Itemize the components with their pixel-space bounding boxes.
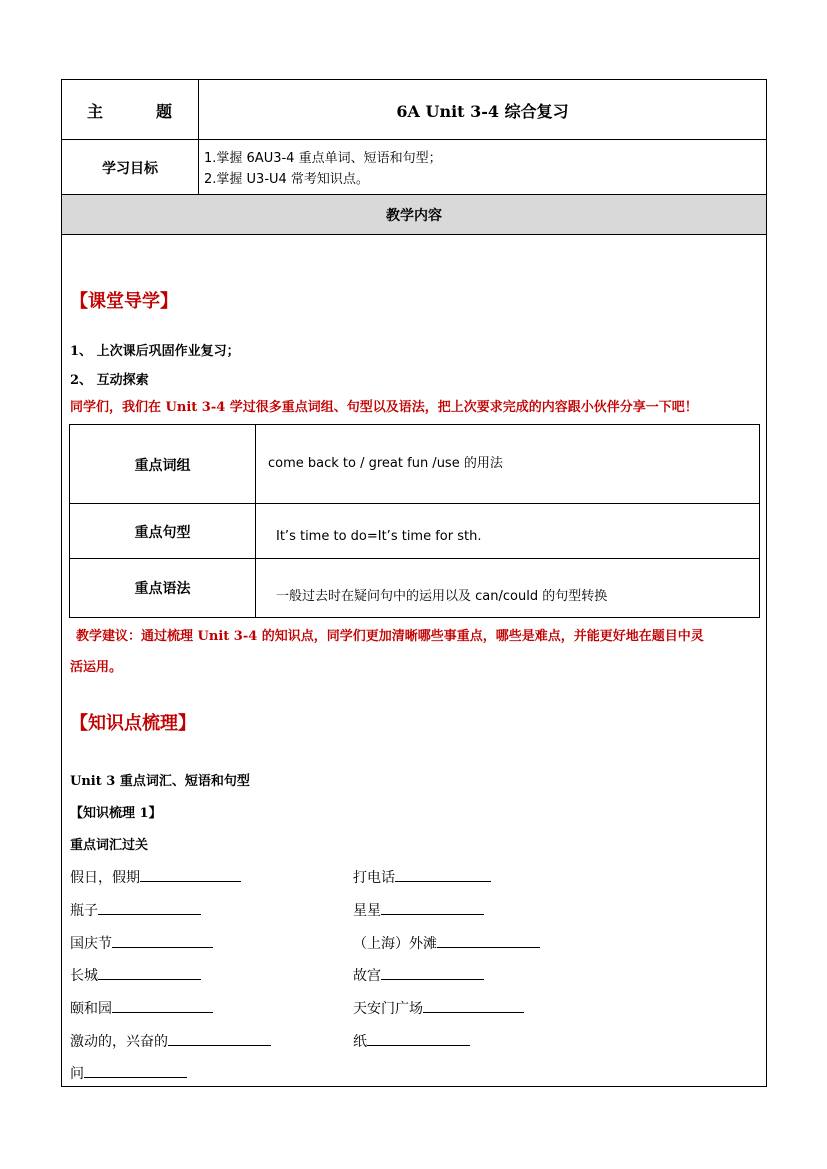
vocab-word: 问: [70, 1066, 84, 1082]
vocab-item: [70, 900, 201, 920]
guide-prompt: 同学们，我们在 Unit 3-4 学过很多重点词组、句型以及语法，把上次要求完成的内容跟小伙伴分享一下吧！: [70, 400, 698, 415]
vocab-word: 星星: [353, 903, 381, 919]
lesson-plan-table: [61, 79, 767, 1087]
teaching-suggestion-line1: 教学建议：通过梳理 Unit 3-4 的知识点，同学们更加清晰哪些事重点，哪些是难点，并能更好地在题目中灵: [76, 629, 704, 644]
unit3-subtitle: Unit 3 重点词汇、短语和句型: [70, 774, 250, 789]
goal-item: 1.掌握 6AU3-4 重点单词、短语和句型；: [204, 151, 442, 166]
section-title-knowledge: 【知识点梳理】: [70, 713, 196, 734]
vocab-word: 天安门广场: [353, 1001, 423, 1017]
topic-value: 6A Unit 3-4 综合复习: [396, 101, 569, 121]
vocab-item: [353, 1031, 470, 1051]
goal-item: 2.掌握 U3-U4 常考知识点。: [204, 172, 369, 187]
vocab-item: [70, 998, 213, 1018]
vocab-word: 国庆节: [70, 936, 112, 952]
vocab-word: 假日，假期: [70, 870, 140, 886]
teaching-suggestion-line2: 活运用。: [70, 660, 123, 675]
knowledge-sort-label: 【知识梳理 1】: [70, 806, 162, 821]
vocab-item: [353, 998, 524, 1018]
key-points-table: [69, 424, 760, 618]
vocab-item: [70, 1031, 271, 1051]
answer-blank[interactable]: [381, 901, 484, 915]
answer-blank[interactable]: [437, 934, 540, 948]
goals-label: 学习目标: [102, 160, 158, 177]
vocab-word: 长城: [70, 968, 98, 984]
vocab-item: [353, 867, 491, 887]
answer-blank[interactable]: [112, 934, 213, 948]
answer-blank[interactable]: [395, 868, 491, 882]
key-sentences-label: 重点句型: [134, 524, 191, 541]
answer-blank[interactable]: [98, 901, 201, 915]
vocab-item: [70, 965, 201, 985]
key-grammar-label: 重点语法: [134, 581, 191, 597]
topic-label: [62, 80, 198, 140]
table-divider: [255, 425, 256, 617]
vocab-word: 故宫: [353, 968, 381, 984]
topic-label-char1: 主: [86, 101, 104, 121]
vocab-item: [353, 933, 540, 953]
section-title-guide: 【课堂导学】: [70, 291, 178, 312]
vocab-word: 纸: [353, 1034, 367, 1050]
key-phrases-value: come back to / great fun /use 的用法: [268, 456, 503, 471]
vocab-word: 瓶子: [70, 903, 98, 919]
vocab-word: 激动的，兴奋的: [70, 1034, 168, 1050]
key-grammar-value: 一般过去时在疑问句中的运用以及 can/could 的句型转换: [276, 589, 608, 604]
answer-blank[interactable]: [84, 1064, 187, 1078]
goals-list: [204, 148, 442, 190]
key-phrases-label: 重点词组: [134, 457, 191, 474]
vocab-item: [353, 965, 484, 985]
vocab-item: [70, 867, 241, 887]
answer-blank[interactable]: [381, 966, 484, 980]
vocab-item: [353, 900, 484, 920]
answer-blank[interactable]: [367, 1032, 470, 1046]
vocab-heading: 重点词汇过关: [70, 838, 149, 853]
topic-label-char2: 题: [156, 101, 174, 121]
guide-item-1: 1、 上次课后巩固作业复习；: [70, 344, 240, 359]
answer-blank[interactable]: [112, 999, 213, 1013]
answer-blank[interactable]: [140, 868, 241, 882]
answer-blank[interactable]: [423, 999, 524, 1013]
vocab-word: 颐和园: [70, 1001, 112, 1017]
vocab-word: 打电话: [353, 870, 395, 886]
vocab-item: [70, 1063, 187, 1083]
answer-blank[interactable]: [98, 966, 201, 980]
vocab-word: （上海）外滩: [353, 936, 437, 952]
answer-blank[interactable]: [168, 1032, 271, 1046]
key-sentences-value: It’s time to do=It’s time for sth.: [276, 529, 482, 544]
vocab-item: [70, 933, 213, 953]
teaching-content-heading: 教学内容: [386, 208, 442, 224]
guide-item-2: 2、 互动探索: [70, 373, 149, 388]
